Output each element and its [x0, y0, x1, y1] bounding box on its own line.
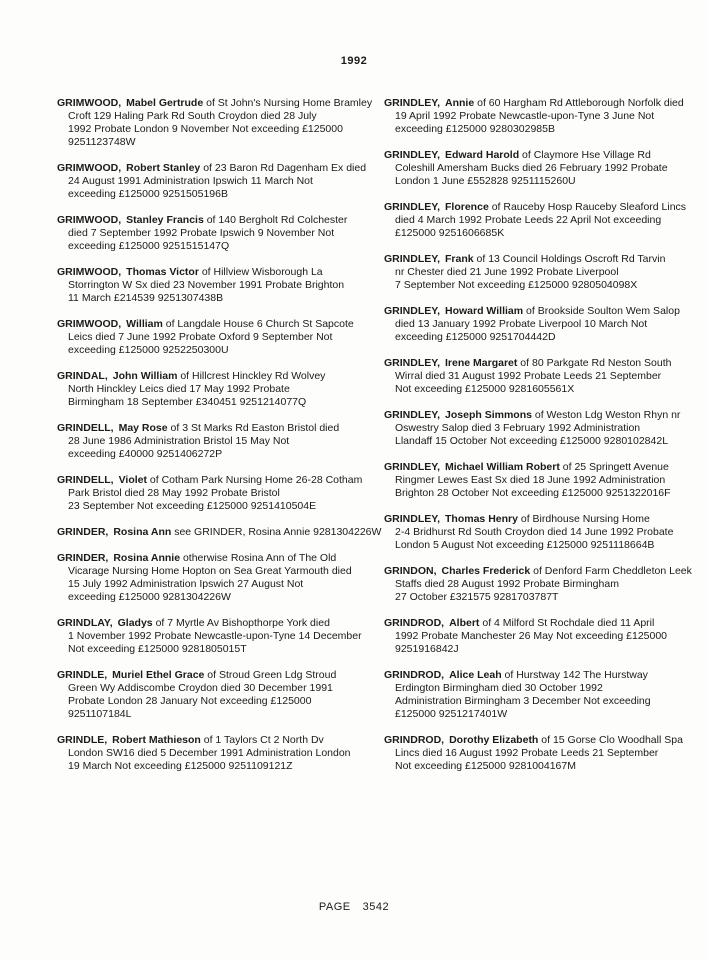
entry-detail-line: 7 September Not exceeding £125000 9280504098X: [395, 279, 638, 291]
entry-first-line: GRINDON, Charles Frederick of Denford Farm Cheddleton Leek: [384, 565, 692, 577]
entry-detail-line: London 5 August Not exceeding £125000 9251118664B: [395, 539, 655, 551]
entry-detail-line: 1992 Probate London 9 November Not exceeding £125000: [68, 123, 343, 135]
entry-detail-line: nr Chester died 21 June 1992 Probate Liverpool: [395, 266, 619, 278]
entry-first-line: GRINDLEY, Joseph Simmons of Weston Ldg Weston Rhyn nr: [384, 409, 681, 421]
probate-entry: [384, 253, 696, 292]
entry-surname: GRINDLEY,: [384, 409, 441, 421]
entry-detail-line: 23 September Not exceeding £125000 9251410504E: [68, 500, 317, 512]
entry-surname: GRINDELL,: [57, 474, 114, 486]
entry-forenames: Robert Stanley: [126, 162, 201, 174]
entry-detail-line: exceeding £40000 9251406272P: [68, 448, 223, 460]
entry-first-line: GRINDER, Rosina Annie otherwise Rosina Ann of The Old: [57, 552, 337, 564]
probate-entry: [57, 318, 369, 357]
entry-forenames: Rosina Ann: [113, 526, 172, 538]
entry-surname: GRINDLEY,: [384, 305, 441, 317]
entry-surname: GRINDLE,: [57, 669, 108, 681]
entry-detail-line: Not exceeding £125000 9281805015T: [68, 643, 247, 655]
entry-detail-line: Park Bristol died 28 May 1992 Probate Bristol: [68, 487, 280, 499]
probate-entry: [57, 97, 373, 149]
entry-forenames: Annie: [445, 97, 475, 109]
entry-first-line: GRIMWOOD, Mabel Gertrude of St John's Nursing Home Bramley: [57, 97, 373, 109]
entry-forenames: Violet: [118, 474, 147, 486]
entry-detail-line: 24 August 1991 Administration Ipswich 11 March Not: [68, 175, 313, 187]
entry-forenames: Howard William: [445, 305, 524, 317]
right-column: [384, 97, 696, 786]
probate-entry: [384, 357, 696, 396]
entry-first-line: GRINDLE, Muriel Ethel Grace of Stroud Green Ldg Stroud: [57, 669, 337, 681]
entry-surname: GRINDLEY,: [384, 513, 441, 525]
entry-forenames: William: [126, 318, 163, 330]
entry-first-line: GRINDROD, Alice Leah of Hurstway 142 The Hurstway: [384, 669, 648, 681]
probate-entry: [384, 461, 696, 500]
entry-forenames: John William: [112, 370, 178, 382]
entry-surname: GRINDLEY,: [384, 97, 441, 109]
entry-detail-line: Birmingham 18 September £340451 9251214077Q: [68, 396, 307, 408]
entry-forenames: Robert Mathieson: [112, 734, 201, 746]
probate-entry: [57, 474, 369, 513]
entry-surname: GRIMWOOD,: [57, 318, 122, 330]
entry-detail-line: 15 July 1992 Administration Ipswich 27 August Not: [68, 578, 304, 590]
entry-detail-line: exceeding £125000 9251505196B: [68, 188, 228, 200]
page-footer: [0, 901, 708, 914]
entry-detail-line: Not exceeding £125000 9281004167M: [395, 760, 576, 772]
probate-entry: [57, 422, 369, 461]
entry-forenames: Frank: [445, 253, 474, 265]
page-number: 3542: [362, 901, 390, 913]
entry-first-line: GRINDLEY, Annie of 60 Hargham Rd Attleborough Norfolk died: [384, 97, 684, 109]
probate-entry: [384, 669, 696, 721]
entry-first-line: GRINDAL, John William of Hillcrest Hinckley Rd Wolvey: [57, 370, 326, 382]
probate-entry: [384, 305, 696, 344]
probate-entry: [57, 617, 369, 656]
probate-entry: [57, 214, 369, 253]
entry-forenames: Muriel Ethel Grace: [112, 669, 205, 681]
probate-entry: [384, 409, 696, 448]
entry-forenames: Gladys: [117, 617, 153, 629]
entry-columns: [57, 97, 696, 786]
entry-first-line: GRINDLEY, Howard William of Brookside Soulton Wem Salop: [384, 305, 680, 317]
entry-detail-line: Storrington W Sx died 23 November 1991 Probate Brighton: [68, 279, 345, 291]
entry-detail-line: Llandaff 15 October Not exceeding £125000 9280102842L: [395, 435, 669, 447]
entry-forenames: Albert: [449, 617, 480, 629]
entry-detail-line: Lincs died 16 August 1992 Probate Leeds 21 September: [395, 747, 659, 759]
entry-forenames: Rosina Annie: [113, 552, 181, 564]
entry-detail-line: 1992 Probate Manchester 26 May Not exceeding £125000: [395, 630, 668, 642]
entry-detail-line: 11 March £214539 9251307438B: [68, 292, 224, 304]
entry-first-line: GRINDROD, Albert of 4 Milford St Rochdale died 11 April: [384, 617, 655, 629]
entry-surname: GRINDLEY,: [384, 201, 441, 213]
probate-entry: [57, 552, 369, 604]
entry-detail-line: exceeding £125000 9251704442D: [395, 331, 556, 343]
entry-surname: GRIMWOOD,: [57, 214, 122, 226]
entry-surname: GRINDLEY,: [384, 253, 441, 265]
entry-detail-line: London 1 June £552828 9251115260U: [395, 175, 576, 187]
entry-detail-line: 9251107184L: [68, 708, 132, 720]
entry-surname: GRIMWOOD,: [57, 266, 122, 278]
entry-first-line: GRINDLAY, Gladys of 7 Myrtle Av Bishopthorpe York died: [57, 617, 330, 629]
entry-first-line: GRINDLEY, Thomas Henry of Birdhouse Nursing Home: [384, 513, 650, 525]
probate-entry: [57, 266, 369, 305]
entry-detail-line: 9251916842J: [395, 643, 459, 655]
entry-first-line: GRINDLE, Robert Mathieson of 1 Taylors Ct 2 North Dv: [57, 734, 324, 746]
entry-first-line: GRINDLEY, Irene Margaret of 80 Parkgate Rd Neston South: [384, 357, 672, 369]
entry-detail-line: Coleshill Amersham Bucks died 26 February 1992 Probate: [395, 162, 668, 174]
entry-detail-line: exceeding £125000 9251515147Q: [68, 240, 230, 252]
entry-forenames: Stanley Francis: [126, 214, 204, 226]
entry-forenames: Mabel Gertrude: [126, 97, 204, 109]
probate-entry: [384, 97, 696, 136]
entry-detail-line: died 4 March 1992 Probate Leeds 22 April Not exceeding: [395, 214, 662, 226]
probate-entry: [384, 617, 696, 656]
entry-first-line: GRIMWOOD, Thomas Victor of Hillview Wisborough La: [57, 266, 323, 278]
probate-entry: [384, 734, 696, 773]
entry-detail-line: died 13 January 1992 Probate Liverpool 10 March Not: [395, 318, 648, 330]
entry-first-line: GRIMWOOD, Stanley Francis of 140 Bergholt Rd Colchester: [57, 214, 348, 226]
entry-detail-line: Not exceeding £125000 9281605561X: [395, 383, 575, 395]
entry-detail-line: 28 June 1986 Administration Bristol 15 May Not: [68, 435, 290, 447]
entry-detail-line: 1 November 1992 Probate Newcastle-upon-Tyne 14 December: [68, 630, 362, 642]
entry-detail-line: Oswestry Salop died 3 February 1992 Administration: [395, 422, 641, 434]
entry-first-line: GRIMWOOD, Robert Stanley of 23 Baron Rd Dagenham Ex died: [57, 162, 367, 174]
entry-surname: GRIMWOOD,: [57, 97, 122, 109]
entry-first-line: GRINDLEY, Michael William Robert of 25 Springett Avenue: [384, 461, 669, 473]
entry-detail-line: Croft 129 Haling Park Rd South Croydon died 28 July: [68, 110, 317, 122]
entry-forenames: Florence: [445, 201, 489, 213]
probate-entry: [384, 149, 696, 188]
entry-surname: GRINDER,: [57, 552, 109, 564]
entry-detail-line: 9251123748W: [68, 136, 136, 148]
entry-surname: GRINDROD,: [384, 734, 445, 746]
entry-detail-line: died 7 September 1992 Probate Ipswich 9 November Not: [68, 227, 335, 239]
entry-first-line: GRINDELL, May Rose of 3 St Marks Rd Easton Bristol died: [57, 422, 340, 434]
entry-surname: GRINDON,: [384, 565, 437, 577]
entry-forenames: Michael William Robert: [445, 461, 560, 473]
entry-surname: GRINDLEY,: [384, 461, 441, 473]
probate-entry: [57, 734, 369, 773]
entry-forenames: Dorothy Elizabeth: [449, 734, 539, 746]
entry-first-line: GRINDER, Rosina Ann see GRINDER, Rosina Annie 9281304226W: [57, 526, 382, 538]
entry-first-line: GRINDLEY, Florence of Rauceby Hosp Rauceby Sleaford Lincs: [384, 201, 687, 213]
entry-detail-line: Erdington Birmingham died 30 October 1992: [395, 682, 603, 694]
entry-surname: GRIMWOOD,: [57, 162, 122, 174]
probate-entry: [57, 669, 369, 721]
entry-detail-line: Green Wy Addiscombe Croydon died 30 December 1991: [68, 682, 333, 694]
entry-detail-line: 2-4 Bridhurst Rd South Croydon died 14 June 1992 Probate: [395, 526, 674, 538]
page-footer-label: PAGE: [318, 901, 351, 913]
entry-surname: GRINDER,: [57, 526, 109, 538]
entry-detail-line: £125000 9251606685K: [395, 227, 505, 239]
entry-forenames: Irene Margaret: [445, 357, 518, 369]
entry-detail-line: exceeding £125000 9252250300U: [68, 344, 229, 356]
entry-forenames: Edward Harold: [445, 149, 520, 161]
entry-first-line: GRINDROD, Dorothy Elizabeth of 15 Gorse Clo Woodhall Spa: [384, 734, 683, 746]
entry-forenames: Charles Frederick: [441, 565, 531, 577]
entry-first-line: GRIMWOOD, William of Langdale House 6 Church St Sapcote: [57, 318, 354, 330]
entry-forenames: Thomas Henry: [445, 513, 518, 525]
entry-detail-line: exceeding £125000 9280302985B: [395, 123, 555, 135]
probate-entry: [57, 526, 382, 539]
entry-detail-line: Probate London 28 January Not exceeding £125000: [68, 695, 312, 707]
entry-detail-line: £125000 9251217401W: [395, 708, 508, 720]
entry-detail-line: Administration Birmingham 3 December Not exceeding: [395, 695, 651, 707]
probate-entry: [384, 513, 696, 552]
entry-surname: GRINDROD,: [384, 669, 445, 681]
entry-detail-line: 19 March Not exceeding £125000 9251109121Z: [68, 760, 293, 772]
entry-detail-line: Brighton 28 October Not exceeding £125000 9251322016F: [395, 487, 671, 499]
entry-detail-line: North Hinckley Leics died 17 May 1992 Probate: [68, 383, 290, 395]
entry-forenames: Joseph Simmons: [445, 409, 532, 421]
entry-detail-line: 19 April 1992 Probate Newcastle-upon-Tyne 3 June Not: [395, 110, 655, 122]
entry-surname: GRINDLAY,: [57, 617, 113, 629]
entry-surname: GRINDROD,: [384, 617, 445, 629]
entry-detail-line: Wirral died 31 August 1992 Probate Leeds 21 September: [395, 370, 662, 382]
entry-surname: GRINDELL,: [57, 422, 114, 434]
entry-forenames: May Rose: [118, 422, 168, 434]
entry-detail-line: 27 October £321575 9281703787T: [395, 591, 559, 603]
entry-first-line: GRINDLEY, Edward Harold of Claymore Hse Village Rd: [384, 149, 651, 161]
entry-detail-line: Ringmer Lewes East Sx died 18 June 1992 Administration: [395, 474, 666, 486]
entry-surname: GRINDAL,: [57, 370, 108, 382]
entry-first-line: GRINDLEY, Frank of 13 Council Holdings Oscroft Rd Tarvin: [384, 253, 666, 265]
entry-surname: GRINDLEY,: [384, 149, 441, 161]
entry-forenames: Thomas Victor: [126, 266, 199, 278]
entry-forenames: Alice Leah: [449, 669, 502, 681]
entry-detail-line: London SW16 died 5 December 1991 Administration London: [68, 747, 351, 759]
entry-surname: GRINDLEY,: [384, 357, 441, 369]
entry-detail-line: exceeding £125000 9281304226W: [68, 591, 231, 603]
left-column: [57, 97, 382, 786]
entry-detail-line: Staffs died 28 August 1992 Probate Birmingham: [395, 578, 619, 590]
entry-detail-line: Leics died 7 June 1992 Probate Oxford 9 September Not: [68, 331, 333, 343]
probate-entry: [384, 565, 696, 604]
entry-first-line: GRINDELL, Violet of Cotham Park Nursing Home 26-28 Cotham: [57, 474, 363, 486]
year-header: 1992: [340, 55, 368, 67]
entry-detail-line: Vicarage Nursing Home Hopton on Sea Great Yarmouth died: [68, 565, 352, 577]
probate-entry: [384, 201, 696, 240]
probate-entry: [57, 370, 369, 409]
probate-entry: [57, 162, 369, 201]
entry-surname: GRINDLE,: [57, 734, 108, 746]
